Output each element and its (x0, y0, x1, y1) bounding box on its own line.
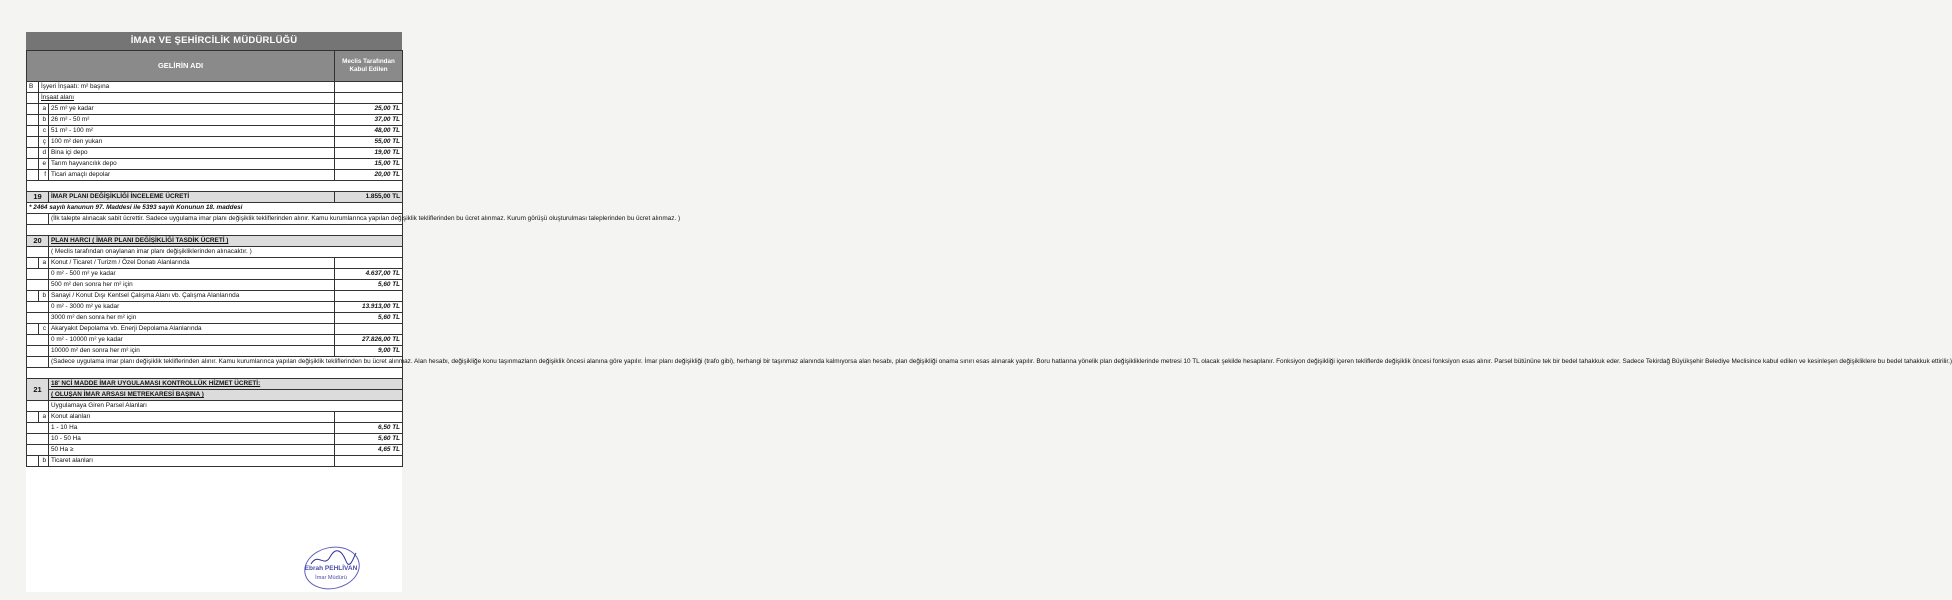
section-number: 19 (27, 192, 49, 203)
row-label: Ticari amaçlı depolar (49, 170, 335, 181)
table-row (27, 93, 403, 104)
row-amount: 5,60 TL (335, 280, 403, 291)
table-row (27, 269, 403, 280)
section-20-paragraph (27, 357, 403, 368)
row-label: 0 m² - 500 m² ye kadar (49, 269, 335, 280)
row-letter: a (39, 258, 49, 269)
row-label: İnşaat alanı (39, 93, 335, 104)
table-row (27, 115, 403, 126)
table-row (27, 401, 403, 412)
table-row (27, 324, 403, 335)
section-number: 20 (27, 236, 49, 247)
row-label: Konut alanları (49, 412, 335, 423)
row-label: Ticaret alanları (49, 456, 335, 467)
row-letter: c (39, 324, 49, 335)
row-amount: 15,00 TL (335, 159, 403, 170)
table-row (27, 434, 403, 445)
row-amount: 27.826,00 TL (335, 335, 403, 346)
row-amount: 20,00 TL (335, 170, 403, 181)
table-row (27, 335, 403, 346)
table-row (27, 159, 403, 170)
row-label: 51 m² - 100 m² (49, 126, 335, 137)
fee-table (26, 50, 1952, 467)
row-label: Bina içi depo (49, 148, 335, 159)
stamp-title: İmar Müdürü (315, 575, 347, 581)
row-label: 1 - 10 Ha (49, 423, 335, 434)
row-letter: d (39, 148, 49, 159)
row-letter: ç (39, 137, 49, 148)
section-amount: 1.855,00 TL (335, 192, 403, 203)
legal-note (27, 203, 403, 214)
paragraph-text: (Sadece uygulama imar planı değişiklik tekliflerinden alınır. Kamu kurumlarınca yapılan değişiklik tekliflerinden bu ücret alınmaz. Alan hesabı, değişikliğe konu taşınmazların değişiklik öncesi alanına göre yapılır. İmar planı değişikliği (trafo gibi), herhangi bir taşınmaz alanında kalmıyorsa alan hesabı, plan değişikliği onama sınırı esas alınarak yapılır. Boru hatlarına yönelik plan değişikliklerinde metresi 10 TL olacak şekilde hesaplanır. Fonksiyon değişikliği içeren tekliflerde değişiklik öncesi fonksiyon esas alınır. Parsel bütününe tek bir bedel tahakkuk eder. Sadece Tekirdağ Büyükşehir Belediye Meclisince kabul edilen ve kesinleşen değişikliklere bu bedel tahakkuk ettirilir.) (49, 357, 403, 368)
section-title: İMAR PLANI DEĞİŞİKLİĞİ İNCELEME ÜCRETİ (49, 192, 335, 203)
table-row (27, 412, 403, 423)
row-letter: b (39, 456, 49, 467)
row-label: 10000 m² den sonra her m² için (49, 346, 335, 357)
row-amount: 13.913,00 TL (335, 302, 403, 313)
table-row (27, 137, 403, 148)
row-letter: B (27, 82, 39, 93)
section-title: 18' NCİ MADDE İMAR UYGULAMASI KONTROLLÜK HİZMET ÜCRETİ: (49, 379, 403, 390)
section-21-header (27, 379, 403, 390)
section-title: PLAN HARCI ( İMAR PLANI DEĞİŞİKLİĞİ TASDİK ÜCRETİ ) (49, 236, 403, 247)
table-row (27, 126, 403, 137)
row-label: Sanayi / Konut Dışı Kentsel Çalışma Alanı vb. Çalışma Alanlarında (49, 291, 335, 302)
row-letter: e (39, 159, 49, 170)
row-label: İşyeri İnşaatı: m² başına (39, 82, 335, 93)
header-gelirin-adi: GELİRİN ADI (27, 51, 335, 82)
row-amount: 5,60 TL (335, 434, 403, 445)
row-label: Uygulamaya Giren Parsel Alanları (49, 401, 403, 412)
row-label: 10 - 50 Ha (49, 434, 335, 445)
row-amount: 25,00 TL (335, 104, 403, 115)
row-label: 500 m² den sonra her m² için (49, 280, 335, 291)
table-row (27, 82, 403, 93)
paragraph-text: (İlk talepte alınacak sabit ücrettir. Sadece uygulama imar planı değişiklik tekliflerinden alınır. Kamu kurumlarınca yapılan değişiklik tekliflerinden bu ücret alınmaz. Kurum görüşü oluşturulması taleplerinden bu ücret alınmaz. ) (49, 214, 403, 225)
table-row (27, 302, 403, 313)
row-letter: b (39, 291, 49, 302)
row-label: ( Meclis tarafından onaylanan imar planı değişikliklerinden alınacaktır. ) (49, 247, 403, 258)
header-meclis: Meclis Tarafından Kabul Edilen (335, 51, 403, 82)
table-row (27, 280, 403, 291)
row-amount: 5,60 TL (335, 313, 403, 324)
row-amount: 55,00 TL (335, 137, 403, 148)
table-row (27, 247, 403, 258)
table-header (27, 51, 403, 82)
section-19-paragraph (27, 214, 403, 225)
row-amount: 4.637,00 TL (335, 269, 403, 280)
row-label: 100 m² den yukarı (49, 137, 335, 148)
row-letter: a (39, 104, 49, 115)
table-row (27, 148, 403, 159)
table-row (27, 313, 403, 324)
table-row (27, 346, 403, 357)
row-amount: 6,50 TL (335, 423, 403, 434)
row-label: Tarım hayvancılık depo (49, 159, 335, 170)
row-letter: a (39, 412, 49, 423)
row-label: 0 m² - 3000 m² ye kadar (49, 302, 335, 313)
section-subtitle: ( OLUŞAN İMAR ARSASI METREKARESİ BAŞINA ) (49, 390, 403, 401)
section-19-header (27, 192, 403, 203)
row-letter: b (39, 115, 49, 126)
table-row (27, 258, 403, 269)
document-page (26, 32, 1952, 592)
table-row (27, 423, 403, 434)
row-label: 3000 m² den sonra her m² için (49, 313, 335, 324)
stamp-name: Ebrah PEHLİVAN (304, 565, 358, 572)
table-row (27, 170, 403, 181)
table-row (27, 291, 403, 302)
row-label: Konut / Ticaret / Turizm / Özel Donatı Alanlarında (49, 258, 335, 269)
section-20-header (27, 236, 403, 247)
row-label: 0 m² - 10000 m² ye kadar (49, 335, 335, 346)
row-letter: f (39, 170, 49, 181)
table-row (27, 456, 403, 467)
row-amount: 37,00 TL (335, 115, 403, 126)
legal-note-text: * 2464 sayılı kanunun 97. Maddesi ile 5393 sayılı Konunun 18. maddesi (27, 203, 403, 214)
signature-mark (308, 548, 358, 570)
department-banner: İMAR VE ŞEHİRCİLİK MÜDÜRLÜĞÜ (26, 32, 402, 50)
row-label: 26 m² - 50 m² (49, 115, 335, 126)
row-amount: 48,00 TL (335, 126, 403, 137)
row-letter: c (39, 126, 49, 137)
row-amount: 19,00 TL (335, 148, 403, 159)
row-label: 50 Ha ≥ (49, 445, 335, 456)
row-label: 25 m² ye kadar (49, 104, 335, 115)
section-21-subheader (27, 390, 403, 401)
row-amount: 4,65 TL (335, 445, 403, 456)
row-label: Akaryakıt Depolama vb. Enerji Depolama Alanlarında (49, 324, 335, 335)
section-number: 21 (27, 379, 49, 401)
table-row (27, 445, 403, 456)
table-row (27, 104, 403, 115)
row-amount: 9,00 TL (335, 346, 403, 357)
